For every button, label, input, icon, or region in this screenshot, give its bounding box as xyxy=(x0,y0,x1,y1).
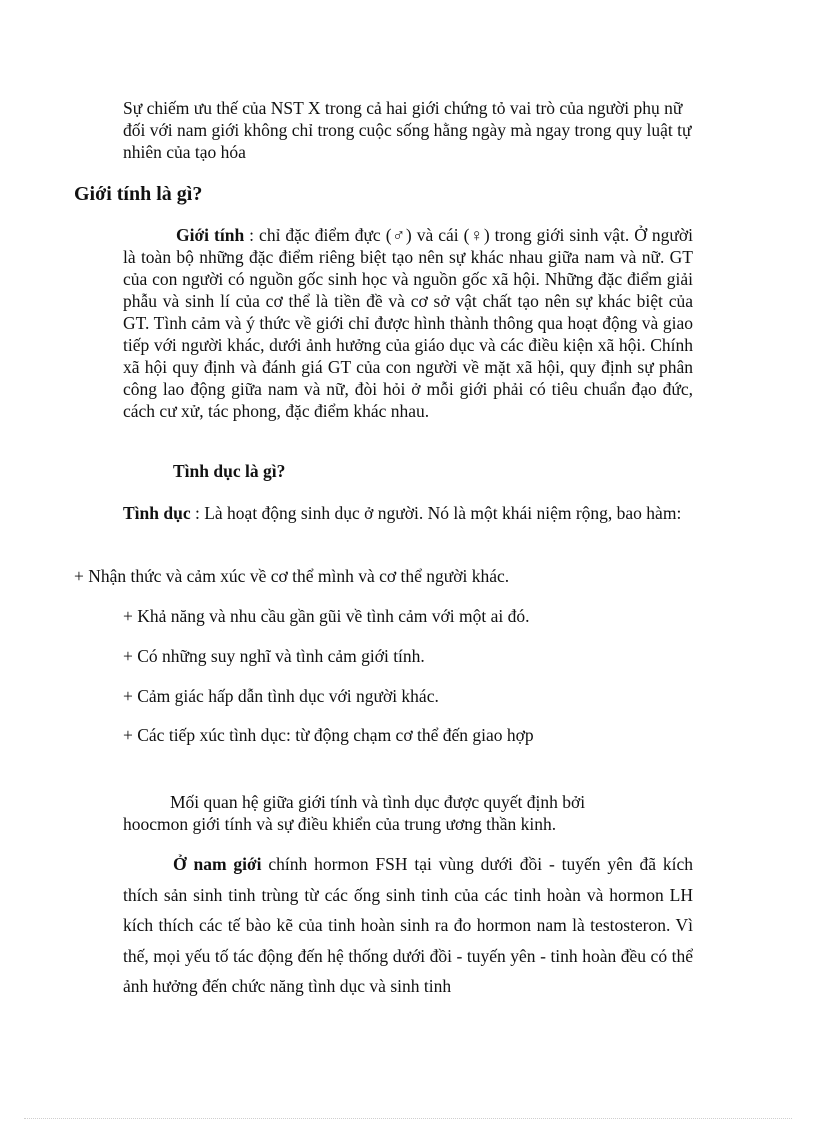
sexuality-definition-paragraph xyxy=(123,502,693,524)
relation-text: Mối quan hệ giữa giới tính và tình dục được quyết định bởi hoocmon giới tính và sự điều khiển của trung ương thần kinh. xyxy=(123,792,586,834)
list-item xyxy=(123,605,693,627)
male-term: Ở nam giới xyxy=(173,854,262,874)
list-item xyxy=(123,685,693,707)
gender-definition xyxy=(123,224,693,422)
sexuality-definition xyxy=(123,502,693,524)
list-item-text: + Cảm giác hấp dẫn tình dục với người khác. xyxy=(123,686,439,706)
list-item-text: + Nhận thức và cảm xúc về cơ thể mình và cơ thể người khác. xyxy=(74,566,510,586)
sexuality-heading-block xyxy=(173,460,573,482)
list-item-text: + Có những suy nghĩ và tình cảm giới tính. xyxy=(123,646,425,666)
male-text-body: chính hormon FSH tại vùng dưới đồi - tuyến yên đã kích thích sản sinh tinh trùng từ các ống sinh tinh của các tinh hoàn và hormon LH kích thích các tế bào kẽ của tinh hoàn sinh ra đo hormon nam là testosteron. Vì thế, mọi yếu tố tác động đến hệ thống dưới đồi - tuyến yên - tinh hoàn đều có thể ảnh hưởng đến chức năng tình dục và sinh tinh xyxy=(123,854,694,996)
sexuality-definition-text: : Là hoạt động sinh dục ở người. Nó là một khái niệm rộng, bao hàm: xyxy=(190,503,682,523)
list-item xyxy=(123,724,693,746)
intro-text: Sự chiếm ưu thế của NST X trong cả hai giới chứng tỏ vai trò của người phụ nữ đối với nam giới không chỉ trong cuộc sống hằng ngày mà ngay trong quy luật tự nhiên của tạo hóa xyxy=(123,98,692,162)
intro-paragraph xyxy=(123,97,693,163)
gender-term: Giới tính xyxy=(176,225,245,245)
sexuality-term: Tình dục xyxy=(123,503,191,523)
male-paragraph xyxy=(123,849,693,1002)
gender-definition-paragraph xyxy=(123,224,693,422)
list-item xyxy=(74,565,694,587)
relation-paragraph xyxy=(123,791,643,835)
male-text xyxy=(123,849,693,1002)
list-item xyxy=(123,645,693,667)
sexuality-heading: Tình dục là gì? xyxy=(173,461,286,481)
list-item-text: + Các tiếp xúc tình dục: từ động chạm cơ thể đến giao hợp xyxy=(123,725,534,745)
gender-heading: Giới tính là gì? xyxy=(74,183,203,205)
gender-definition-text: : chỉ đặc điểm đực (♂) và cái (♀) trong giới sinh vật. Ở người là toàn bộ những đặc điểm riêng biệt tạo nên sự khác nhau giữa nam và nữ. GT của con người có nguồn gốc sinh học và nguồn gốc xã hội. Những đặc điểm giải phẫu và sinh lí của cơ thể là tiền đề và cơ sở vật chất tạo nên sự khác biệt của GT. Tình cảm và ý thức về giới chỉ được hình thành thông qua hoạt động và giao tiếp với người khác, dưới ảnh hưởng của giáo dục và các điều kiện xã hội. Chính xã hội quy định và đánh giá GT của con người về mặt xã hội, quy định sự phân công lao động giữa nam và nữ, đòi hỏi ở mỗi giới phải có tiêu chuẩn đạo đức, cách cư xử, tác phong, đặc điểm khác nhau. xyxy=(123,225,694,421)
gender-heading-block xyxy=(74,182,674,206)
list-item-text: + Khả năng và nhu cầu gần gũi về tình cảm với một ai đó. xyxy=(123,606,530,626)
page-bottom-divider xyxy=(24,1118,792,1119)
